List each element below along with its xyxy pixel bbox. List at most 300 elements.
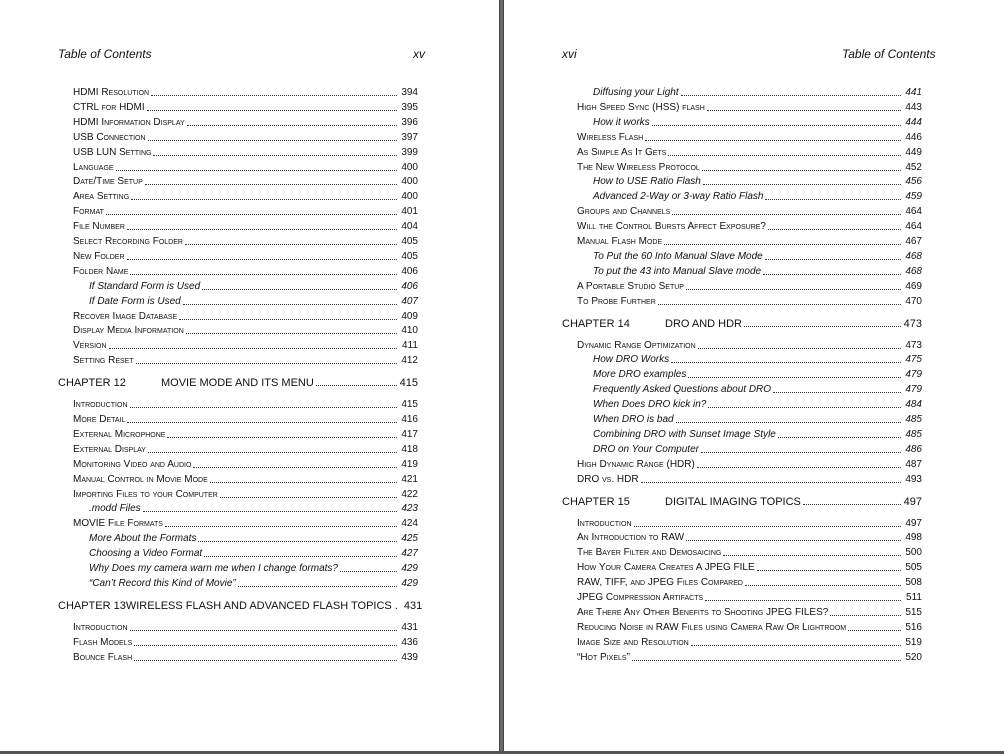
toc-entry[interactable] bbox=[577, 129, 922, 144]
entry-title: Advanced 2-Way or 3-way Ratio Flash bbox=[593, 191, 764, 203]
toc-entry[interactable] bbox=[73, 114, 418, 129]
page-ref: 493 bbox=[905, 473, 922, 485]
toc-entry[interactable] bbox=[73, 456, 418, 471]
page-ref: 396 bbox=[401, 116, 418, 128]
page-ref: 429 bbox=[401, 563, 418, 574]
toc-entry[interactable] bbox=[577, 99, 922, 114]
dot-leader bbox=[106, 213, 397, 215]
entry-title: USB LUN Setting bbox=[73, 146, 152, 158]
entry-title: MOVIE MODE AND ITS MENU bbox=[161, 377, 314, 390]
dot-leader bbox=[645, 139, 901, 141]
dot-leader bbox=[745, 584, 901, 586]
page-ref: 431 bbox=[403, 599, 423, 612]
entry-title: To Probe Further bbox=[577, 295, 656, 307]
toc-subentry[interactable] bbox=[89, 545, 418, 560]
entry-title: How Your Camera Creates A JPEG FILE bbox=[577, 562, 755, 574]
dot-leader bbox=[131, 198, 397, 200]
dot-leader bbox=[705, 599, 901, 601]
entry-title: Format bbox=[73, 206, 104, 218]
dot-leader bbox=[134, 644, 397, 646]
toc-entry[interactable] bbox=[73, 248, 418, 263]
entry-title: More Detail bbox=[73, 414, 126, 425]
dot-leader bbox=[136, 362, 397, 364]
page-ref: 484 bbox=[905, 399, 922, 411]
entry-title: .modd Files bbox=[89, 503, 141, 515]
toc-entry[interactable] bbox=[73, 203, 418, 218]
toc-subentry[interactable] bbox=[89, 293, 418, 308]
page-ref: 406 bbox=[401, 265, 418, 277]
entry-title: The New Wireless Protocol bbox=[577, 161, 700, 173]
page-ref: 415 bbox=[399, 377, 418, 390]
page-ref: 459 bbox=[905, 191, 922, 203]
page-ref: 419 bbox=[401, 458, 418, 470]
chapter-number: CHAPTER 14 bbox=[562, 317, 630, 330]
page-ref: 473 bbox=[903, 317, 922, 330]
entry-title: Recover Image Database bbox=[73, 310, 178, 322]
chapter-number: CHAPTER 12 bbox=[58, 377, 126, 390]
entry-title: Bounce Flash bbox=[73, 651, 133, 663]
dot-leader bbox=[707, 109, 901, 111]
entry-title: “Can’t Record this Kind of Movie” bbox=[89, 577, 236, 589]
toc-entry[interactable] bbox=[73, 233, 418, 248]
dot-leader bbox=[127, 258, 397, 260]
entry-title: HDMI Resolution bbox=[73, 87, 150, 98]
page-ref: 424 bbox=[401, 518, 418, 530]
entry-title: Combining DRO with Sunset Image Style bbox=[593, 428, 776, 440]
chapter-number: CHAPTER 13 bbox=[58, 599, 126, 612]
page-ref: 400 bbox=[401, 176, 418, 188]
page-ref: 500 bbox=[905, 547, 922, 559]
page-ref: 421 bbox=[401, 473, 418, 485]
dot-leader bbox=[143, 510, 397, 512]
toc-entry[interactable] bbox=[73, 308, 418, 323]
dot-leader bbox=[686, 539, 901, 541]
page-ref: 441 bbox=[905, 87, 922, 98]
entry-title: Dynamic Range Optimization bbox=[577, 339, 696, 351]
entry-title: Introduction bbox=[577, 517, 632, 529]
dot-leader bbox=[765, 198, 901, 200]
dot-leader bbox=[238, 585, 397, 587]
toc-subentry[interactable] bbox=[593, 84, 922, 99]
dot-leader bbox=[708, 406, 901, 408]
toc-entry[interactable] bbox=[577, 574, 922, 589]
entry-title: Wireless Flash bbox=[577, 131, 644, 143]
entry-title: Will the Control Bursts Affect Exposure? bbox=[577, 221, 766, 233]
entry-title: How DRO Works bbox=[593, 354, 670, 366]
toc-subentry[interactable] bbox=[593, 396, 922, 411]
entry-title: Frequently Asked Questions about DRO bbox=[593, 384, 772, 396]
entry-title: Are There Any Other Benefits to Shooting JPEG FILES? bbox=[577, 606, 829, 618]
toc-entry[interactable] bbox=[73, 619, 418, 634]
toc-subentry[interactable] bbox=[89, 530, 418, 545]
page-ref: 519 bbox=[905, 636, 922, 648]
page-ref: 464 bbox=[905, 221, 922, 233]
dot-leader bbox=[681, 94, 901, 96]
dot-leader bbox=[803, 503, 901, 505]
toc-entry[interactable] bbox=[577, 649, 922, 664]
entry-title: New Folder bbox=[73, 250, 125, 262]
page-ref: 444 bbox=[905, 116, 922, 128]
toc-entry[interactable] bbox=[73, 649, 418, 664]
toc-subentry[interactable] bbox=[89, 560, 418, 575]
page-ref: 410 bbox=[401, 325, 418, 337]
entry-title: More DRO examples bbox=[593, 369, 687, 381]
entry-title: External Microphone bbox=[73, 428, 166, 440]
entry-title: Language bbox=[73, 161, 114, 173]
entry-title: If Date Form is Used bbox=[89, 295, 181, 307]
dot-leader bbox=[130, 273, 397, 275]
page-ref: 405 bbox=[401, 236, 418, 247]
entry-title: CTRL for HDMI bbox=[73, 101, 145, 113]
entry-title: Flash Models bbox=[73, 636, 133, 648]
entry-title: RAW, TIFF, and JPEG Files Compared bbox=[577, 577, 743, 589]
page-ref: 400 bbox=[401, 191, 418, 203]
page-ref: 497 bbox=[905, 517, 922, 529]
dot-leader bbox=[147, 109, 397, 111]
page-ref: 406 bbox=[401, 280, 418, 292]
toc-entry[interactable] bbox=[577, 589, 922, 604]
dot-leader bbox=[193, 466, 397, 468]
left-page-number: xv bbox=[413, 47, 425, 61]
entry-title: Choosing a Video Format bbox=[89, 548, 203, 560]
dot-leader bbox=[165, 525, 397, 527]
page-ref: 439 bbox=[401, 651, 418, 663]
toc-entry[interactable] bbox=[577, 233, 922, 248]
page-ref: 397 bbox=[401, 131, 418, 143]
dot-leader bbox=[153, 154, 397, 156]
page-ref: 475 bbox=[905, 354, 922, 366]
dot-leader bbox=[316, 384, 397, 386]
dot-leader bbox=[676, 421, 901, 423]
toc-subentry[interactable] bbox=[89, 575, 418, 590]
entry-title: An Introduction to RAW bbox=[577, 532, 685, 544]
toc-entry[interactable] bbox=[73, 263, 418, 278]
toc-subentry[interactable] bbox=[593, 173, 922, 188]
chapter-number: CHAPTER 15 bbox=[562, 495, 630, 508]
dot-leader bbox=[778, 436, 901, 438]
page-ref: 498 bbox=[905, 532, 922, 544]
page-ref: 431 bbox=[401, 621, 418, 633]
toc-entry[interactable] bbox=[73, 471, 418, 486]
toc-subentry[interactable] bbox=[593, 351, 922, 366]
page-ref: 467 bbox=[905, 236, 922, 247]
page-ref: 508 bbox=[905, 577, 922, 589]
dot-leader bbox=[668, 154, 901, 156]
page-ref: 456 bbox=[905, 176, 922, 188]
page-ref: 425 bbox=[401, 533, 418, 545]
toc-entry[interactable] bbox=[73, 129, 418, 144]
toc-chapter-heading[interactable] bbox=[58, 597, 423, 612]
entry-title: “Hot Pixels” bbox=[577, 651, 630, 663]
page-ref: 470 bbox=[905, 295, 922, 307]
entry-title: Groups and Channels bbox=[577, 206, 671, 218]
toc-entry[interactable] bbox=[73, 322, 418, 337]
toc-entry[interactable] bbox=[73, 159, 418, 174]
entry-title: The Bayer Filter and Demosaicing bbox=[577, 547, 722, 559]
entry-title: Reducing Noise in RAW Files using Camera Raw Or Lightroom bbox=[577, 621, 847, 633]
dot-leader bbox=[185, 243, 397, 245]
dot-leader bbox=[151, 94, 397, 96]
page-ref: 468 bbox=[905, 250, 922, 262]
page-ref: 407 bbox=[401, 295, 418, 307]
entry-title: High Dynamic Range (HDR) bbox=[577, 458, 695, 470]
toc-entry[interactable] bbox=[577, 529, 922, 544]
entry-title: Manual Flash Mode bbox=[577, 236, 663, 247]
entry-title: A Portable Studio Setup bbox=[577, 280, 684, 292]
page-ref: 417 bbox=[401, 428, 418, 440]
toc-subentry[interactable] bbox=[593, 188, 922, 203]
entry-title: MOVIE File Formats bbox=[73, 518, 163, 530]
toc-entry[interactable] bbox=[73, 144, 418, 159]
dot-leader bbox=[134, 659, 397, 661]
dot-leader bbox=[773, 391, 901, 393]
toc-entry[interactable] bbox=[73, 84, 418, 99]
dot-leader bbox=[658, 303, 901, 305]
dot-leader bbox=[664, 243, 901, 245]
dot-leader bbox=[744, 325, 901, 327]
entry-title: When Does DRO kick in? bbox=[593, 399, 707, 411]
page-ref: 479 bbox=[905, 369, 922, 381]
entry-title: External Display bbox=[73, 443, 146, 455]
dot-leader bbox=[109, 347, 397, 349]
toc-entry[interactable] bbox=[577, 471, 922, 486]
dot-leader bbox=[723, 554, 901, 556]
toc-entry[interactable] bbox=[73, 411, 418, 426]
page-ref: 436 bbox=[401, 636, 418, 648]
entry-title: Image Size and Resolution bbox=[577, 636, 689, 648]
entry-title: Select Recording Folder bbox=[73, 236, 183, 247]
page-ref: 394 bbox=[401, 87, 418, 98]
toc-subentry[interactable] bbox=[593, 441, 922, 456]
entry-title: If Standard Form is Used bbox=[89, 280, 201, 292]
toc-entry[interactable] bbox=[577, 619, 922, 634]
dot-leader bbox=[198, 540, 397, 542]
right-page bbox=[503, 0, 1004, 751]
entry-title: Monitoring Video and Audio bbox=[73, 458, 192, 470]
page-ref: 511 bbox=[906, 592, 922, 603]
dot-leader bbox=[130, 629, 398, 631]
toc-entry[interactable] bbox=[73, 396, 418, 411]
toc-chapter-heading[interactable] bbox=[562, 315, 922, 330]
page-ref: 405 bbox=[401, 250, 418, 262]
dot-leader bbox=[400, 608, 402, 609]
dot-leader bbox=[702, 169, 901, 171]
dot-leader bbox=[688, 376, 901, 378]
page-ref: 418 bbox=[401, 443, 418, 455]
right-running-title: Table of Contents bbox=[842, 47, 936, 61]
dot-leader bbox=[220, 496, 397, 498]
toc-entry[interactable] bbox=[577, 456, 922, 471]
page-ref: 452 bbox=[905, 161, 922, 173]
dot-leader bbox=[186, 332, 397, 334]
entry-title: Setting Reset bbox=[73, 355, 134, 367]
toc-entry[interactable] bbox=[577, 218, 922, 233]
toc-entry[interactable] bbox=[73, 515, 418, 530]
toc-entry[interactable] bbox=[577, 604, 922, 619]
toc-entry[interactable] bbox=[73, 426, 418, 441]
page-ref: 473 bbox=[905, 339, 922, 351]
dot-leader bbox=[340, 570, 397, 572]
toc-subentry[interactable] bbox=[593, 263, 922, 278]
dot-leader bbox=[634, 525, 902, 527]
toc-subentry[interactable] bbox=[89, 278, 418, 293]
page-ref: 486 bbox=[905, 443, 922, 455]
entry-title: DIGITAL IMAGING TOPICS bbox=[665, 495, 801, 508]
dot-leader bbox=[179, 318, 397, 320]
entry-title: When DRO is bad bbox=[593, 414, 674, 425]
dot-leader bbox=[698, 347, 901, 349]
entry-title: As Simple As It Gets bbox=[577, 146, 667, 158]
page-ref: 479 bbox=[905, 384, 922, 396]
toc-chapter-heading[interactable] bbox=[562, 493, 922, 508]
toc-subentry[interactable] bbox=[593, 114, 922, 129]
entry-title: Importing Files to your Computer bbox=[73, 488, 218, 500]
entry-title: DRO AND HDR bbox=[665, 317, 743, 330]
page-ref: 415 bbox=[401, 399, 418, 411]
toc-subentry[interactable] bbox=[89, 500, 418, 515]
dot-leader bbox=[130, 406, 398, 408]
toc-entry[interactable] bbox=[577, 559, 922, 574]
entry-title: Introduction bbox=[73, 621, 128, 633]
entry-title: WIRELESS FLASH AND ADVANCED FLASH TOPICS . bbox=[125, 599, 398, 612]
toc-entry[interactable] bbox=[73, 634, 418, 649]
page-ref: 404 bbox=[401, 221, 418, 233]
page-ref: 468 bbox=[905, 265, 922, 277]
page-ref: 411 bbox=[402, 340, 418, 352]
entry-title: Why Does my camera warn me when I change formats? bbox=[89, 563, 338, 574]
toc-entry[interactable] bbox=[73, 99, 418, 114]
toc-subentry[interactable] bbox=[593, 381, 922, 396]
page-ref: 505 bbox=[905, 562, 922, 574]
dot-leader bbox=[686, 288, 901, 290]
entry-title: To Put the 60 Into Manual Slave Mode bbox=[593, 250, 763, 262]
toc-entry[interactable] bbox=[577, 293, 922, 308]
page-ref: 520 bbox=[905, 651, 922, 663]
toc-subentry[interactable] bbox=[593, 411, 922, 426]
toc-entry[interactable] bbox=[577, 159, 922, 174]
entry-title: Display Media Information bbox=[73, 325, 184, 337]
page-ref: 399 bbox=[401, 146, 418, 158]
entry-title: How to USE Ratio Flash bbox=[593, 176, 701, 188]
toc-entry[interactable] bbox=[73, 218, 418, 233]
entry-title: High Speed Sync (HSS) flash bbox=[577, 101, 705, 113]
entry-title: DRO on Your Computer bbox=[593, 443, 699, 455]
page-ref: 469 bbox=[905, 280, 922, 292]
entry-title: Area Setting bbox=[73, 191, 130, 203]
dot-leader bbox=[145, 183, 397, 185]
page-ref: 449 bbox=[905, 146, 922, 158]
dot-leader bbox=[672, 213, 901, 215]
dot-leader bbox=[703, 183, 901, 185]
dot-leader bbox=[127, 421, 397, 423]
toc-entry[interactable] bbox=[577, 515, 922, 530]
right-page-number: xvi bbox=[562, 47, 577, 61]
page-ref: 516 bbox=[905, 621, 922, 633]
dot-leader bbox=[632, 659, 901, 661]
dot-leader bbox=[691, 644, 901, 646]
dot-leader bbox=[204, 555, 397, 557]
entry-title: Version bbox=[73, 340, 107, 352]
toc-entry[interactable] bbox=[73, 173, 418, 188]
toc-entry[interactable] bbox=[73, 352, 418, 367]
entry-title: Date/Time Setup bbox=[73, 176, 143, 188]
toc-entry[interactable] bbox=[73, 337, 418, 352]
page-ref: 446 bbox=[905, 131, 922, 143]
toc-entry[interactable] bbox=[577, 634, 922, 649]
toc-entry[interactable] bbox=[577, 203, 922, 218]
dot-leader bbox=[652, 124, 901, 126]
toc-subentry[interactable] bbox=[593, 366, 922, 381]
entry-title: Diffusing your Light bbox=[593, 87, 679, 98]
page-ref: 427 bbox=[401, 548, 418, 560]
dot-leader bbox=[210, 481, 397, 483]
dot-leader bbox=[116, 169, 397, 171]
toc-chapter-heading[interactable] bbox=[58, 374, 418, 389]
left-running-title: Table of Contents bbox=[58, 47, 152, 61]
toc-entry[interactable] bbox=[577, 337, 922, 352]
page-ref: 487 bbox=[905, 458, 922, 470]
toc-entry[interactable] bbox=[577, 144, 922, 159]
dot-leader bbox=[848, 629, 901, 631]
dot-leader bbox=[202, 288, 397, 290]
page-ref: 395 bbox=[401, 101, 418, 113]
dot-leader bbox=[763, 273, 901, 275]
page-ref: 464 bbox=[905, 206, 922, 218]
entry-title: Introduction bbox=[73, 399, 128, 411]
dot-leader bbox=[701, 451, 901, 453]
page-ref: 423 bbox=[401, 503, 418, 515]
page-ref: 400 bbox=[401, 161, 418, 173]
toc-entry[interactable] bbox=[73, 486, 418, 501]
entry-title: More About the Formats bbox=[89, 533, 197, 545]
page-ref: 515 bbox=[905, 606, 922, 618]
dot-leader bbox=[765, 258, 901, 260]
entry-title: Manual Control in Movie Mode bbox=[73, 473, 208, 485]
dot-leader bbox=[148, 451, 397, 453]
entry-title: To put the 43 into Manual Slave mode bbox=[593, 265, 762, 277]
dot-leader bbox=[641, 481, 901, 483]
dot-leader bbox=[697, 466, 901, 468]
entry-title: USB Connection bbox=[73, 131, 146, 143]
toc-subentry[interactable] bbox=[593, 248, 922, 263]
entry-title: DRO vs. HDR bbox=[577, 473, 639, 485]
page-ref: 485 bbox=[905, 428, 922, 440]
toc-entry[interactable] bbox=[577, 278, 922, 293]
toc-subentry[interactable] bbox=[593, 426, 922, 441]
dot-leader bbox=[671, 361, 901, 363]
page-ref: 401 bbox=[401, 206, 418, 218]
page-ref: 409 bbox=[401, 310, 418, 322]
left-page bbox=[0, 0, 500, 751]
dot-leader bbox=[183, 303, 397, 305]
toc-entry[interactable] bbox=[73, 441, 418, 456]
entry-title: HDMI Information Display bbox=[73, 116, 185, 128]
page-ref: 443 bbox=[905, 101, 922, 113]
dot-leader bbox=[148, 139, 397, 141]
entry-title: JPEG Compression Artifacts bbox=[577, 592, 704, 603]
entry-title: Folder Name bbox=[73, 265, 129, 277]
dot-leader bbox=[757, 569, 901, 571]
page-ref: 497 bbox=[903, 495, 922, 508]
toc-entry[interactable] bbox=[73, 188, 418, 203]
page-ref: 412 bbox=[401, 355, 418, 367]
dot-leader bbox=[167, 436, 397, 438]
toc-entry[interactable] bbox=[577, 544, 922, 559]
entry-title: How it works bbox=[593, 116, 650, 128]
entry-title: File Number bbox=[73, 221, 125, 233]
dot-leader bbox=[830, 614, 901, 616]
dot-leader bbox=[187, 124, 397, 126]
